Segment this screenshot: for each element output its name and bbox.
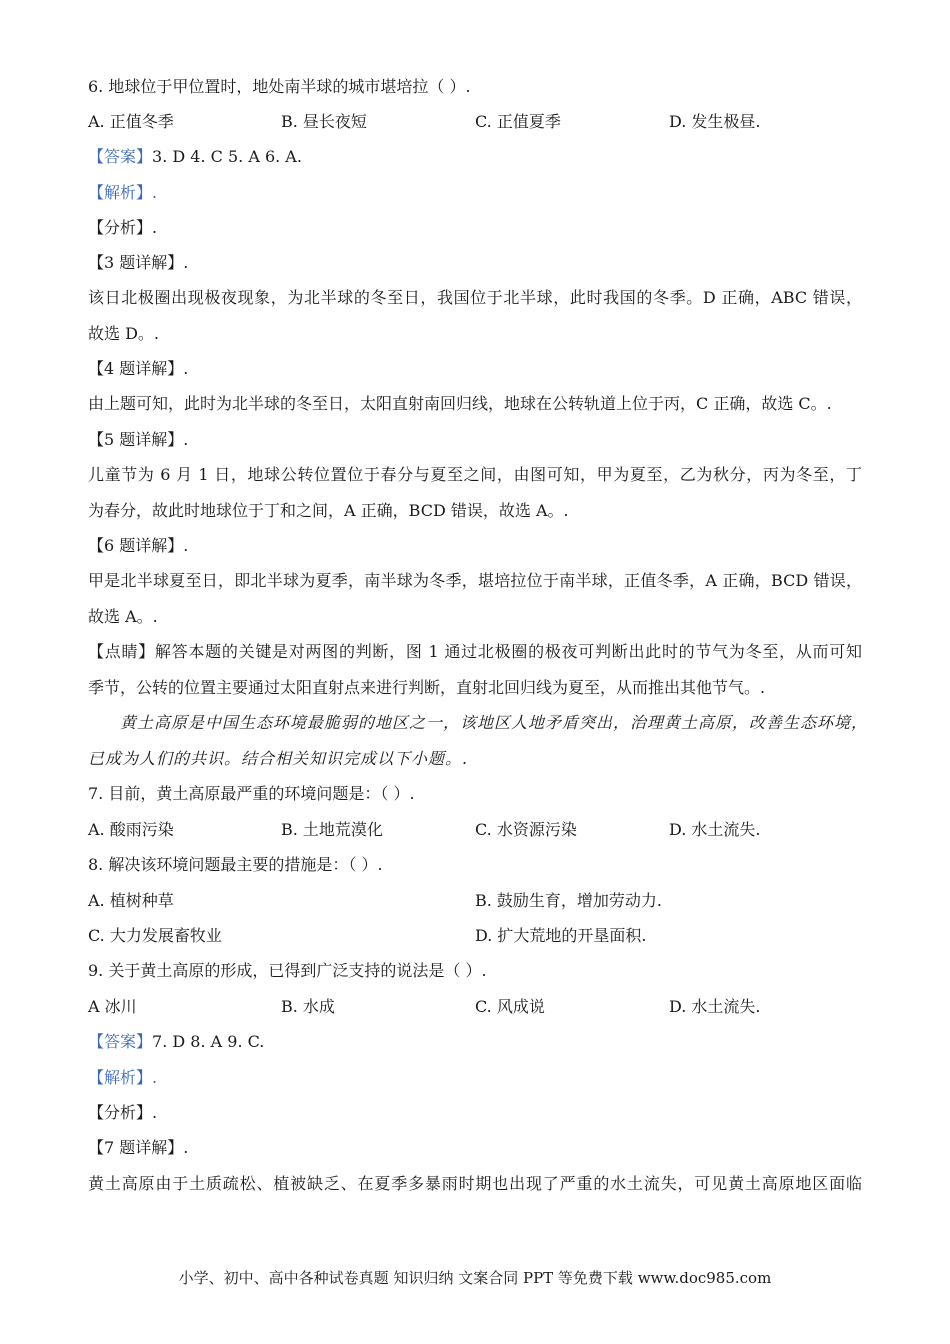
question-7-stem: 7. 目前，黄土高原最严重的环境问题是：（ ）.	[88, 784, 415, 803]
detail-5-title: 【5 题详解】.	[88, 430, 189, 449]
q6-option-b: B. 昼长夜短	[281, 112, 367, 131]
detail-6-line-1: 甲是北半球夏至日，即北半球为夏季，南半球为冬季，堪培拉位于南半球，正值冬季，A 正确，BCD 错误，	[88, 571, 862, 590]
q8-option-d: D. 扩大荒地的开垦面积.	[475, 926, 647, 945]
q8-option-a: A. 植树种草	[88, 891, 174, 910]
detail-7-line-1: 黄土高原由于土质疏松、植被缺乏、在夏季多暴雨时期也出现了严重的水土流失，可见黄土高原地区面临	[88, 1174, 862, 1193]
q9-option-a: A 冰川	[88, 997, 137, 1016]
q6-option-a: A. 正值冬季	[88, 112, 174, 131]
q8-option-c: C. 大力发展畜牧业	[88, 926, 222, 945]
q6-option-d: D. 发生极昼.	[669, 112, 761, 131]
answer-line-1	[88, 147, 302, 167]
fenxi-heading: 【分析】.	[88, 1103, 158, 1122]
jiexi-heading: 【解析】.	[88, 183, 158, 202]
dianjing-line-1: 【点睛】解答本题的关键是对两图的判断，图 1 通过北极圈的极夜可判断出此时的节气为冬至，从而可知	[88, 642, 862, 661]
detail-3-line-2: 故选 D。.	[88, 324, 160, 343]
answer-text: 3. D 4. C 5. A 6. A.	[152, 147, 302, 166]
question-8-stem: 8. 解决该环境问题最主要的措施是：（ ）.	[88, 855, 383, 874]
detail-7-title: 【7 题详解】.	[88, 1138, 189, 1157]
detail-4-line-1: 由上题可知，此时为北半球的冬至日，太阳直射南回归线，地球在公转轨道上位于丙，C 正确，故选 C。.	[88, 394, 832, 413]
q7-option-d: D. 水土流失.	[669, 820, 761, 839]
q6-option-c: C. 正值夏季	[475, 112, 561, 131]
question-6-stem: 6. 地球位于甲位置时，地处南半球的城市堪培拉（ ）.	[88, 77, 471, 96]
answer-text: 7. D 8. A 9. C.	[152, 1032, 265, 1051]
passage-line-2: 已成为人们的共识。结合相关知识完成以下小题。.	[88, 749, 469, 768]
answer-line-2	[88, 1032, 264, 1052]
detail-5-line-2: 为春分，故此时地球位于丁和之间，A 正确，BCD 错误，故选 A。.	[88, 501, 569, 520]
q7-option-b: B. 土地荒漠化	[281, 820, 383, 839]
detail-3-title: 【3 题详解】.	[88, 253, 189, 272]
q9-option-c: C. 风成说	[475, 997, 545, 1016]
jiexi-heading: 【解析】.	[88, 1068, 158, 1087]
detail-5-line-1: 儿童节为 6 月 1 日，地球公转位置位于春分与夏至之间，由图可知，甲为夏至，乙为秋分，丙为冬至，丁	[88, 465, 862, 484]
q7-option-c: C. 水资源污染	[475, 820, 577, 839]
page-footer: 小学、初中、高中各种试卷真题 知识归纳 文案合同 PPT 等免费下载 www.doc985.com	[178, 1269, 772, 1287]
detail-4-title: 【4 题详解】.	[88, 359, 189, 378]
question-9-stem: 9. 关于黄土高原的形成，已得到广泛支持的说法是（ ）.	[88, 961, 487, 980]
answer-tag: 【答案】	[88, 147, 153, 166]
passage-line-1: 黄土高原是中国生态环境最脆弱的地区之一，该地区人地矛盾突出，治理黄土高原，改善生态环境，	[120, 713, 869, 732]
detail-6-line-2: 故选 A。.	[88, 607, 158, 626]
q9-option-d: D. 水土流失.	[669, 997, 761, 1016]
q8-option-b: B. 鼓励生育，增加劳动力.	[475, 891, 663, 910]
q9-option-b: B. 水成	[281, 997, 335, 1016]
answer-tag: 【答案】	[88, 1032, 153, 1051]
detail-6-title: 【6 题详解】.	[88, 536, 189, 555]
detail-3-line-1: 该日北极圈出现极夜现象，为北半球的冬至日，我国位于北半球，此时我国的冬季。D 正确，ABC 错误，	[88, 288, 862, 307]
q7-option-a: A. 酸雨污染	[88, 820, 174, 839]
fenxi-heading: 【分析】.	[88, 218, 158, 237]
dianjing-line-2: 季节，公转的位置主要通过太阳直射点来进行判断，直射北回归线为夏至，从而推出其他节气。.	[88, 678, 766, 697]
